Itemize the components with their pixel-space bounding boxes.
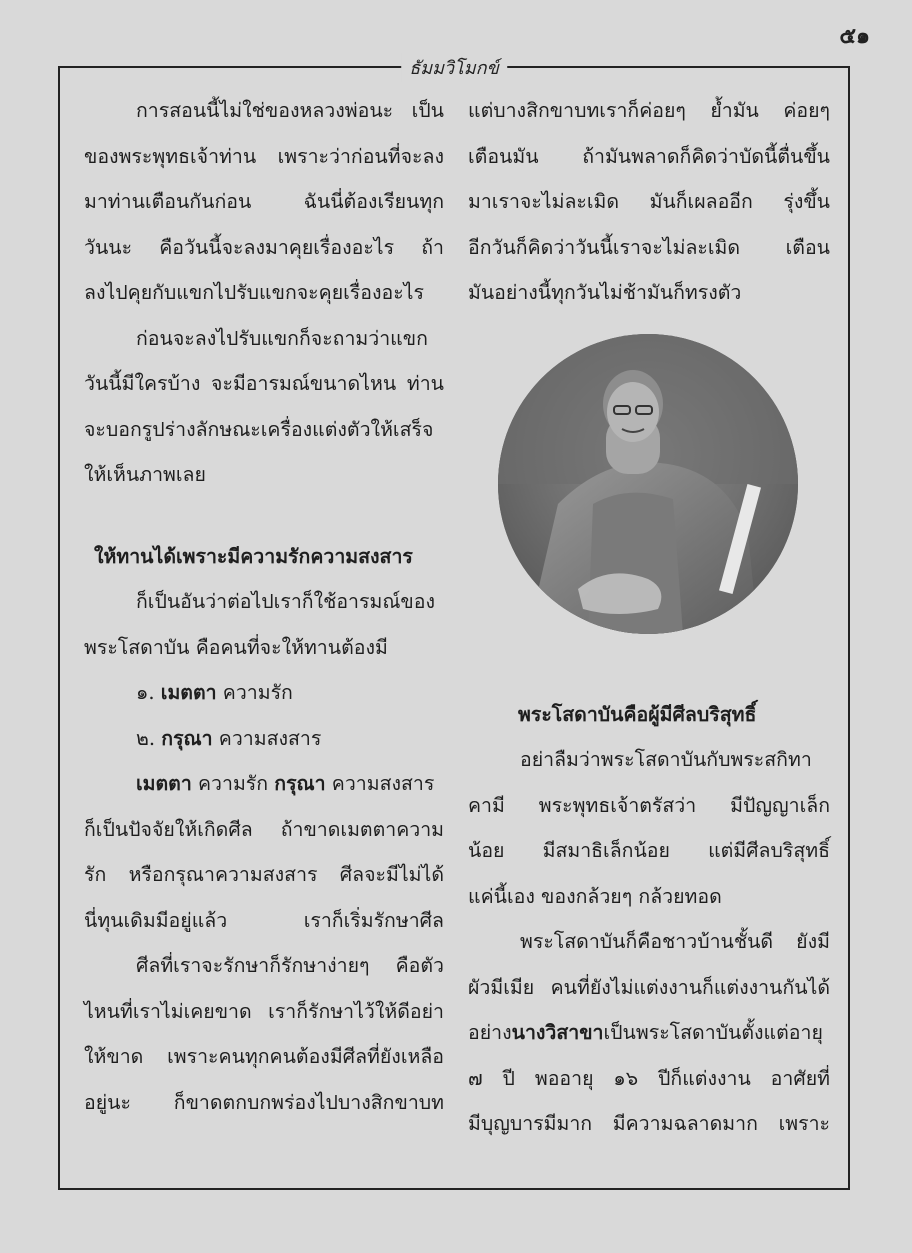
page-number: ๕๑ xyxy=(839,23,870,49)
text-line: ของพระพุทธเจ้าท่าน เพราะว่าก่อนที่จะลง xyxy=(84,144,444,168)
text-line: เตือนมัน ถ้ามันพลาดก็คิดว่าบัดนี้ตื่นขึ้น xyxy=(468,144,830,168)
text-line: พระโสดาบัน คือคนที่จะให้ทานต้องมี xyxy=(84,635,388,659)
text-line: นี่ทุนเดิมมีอยู่แล้ว เราก็เริ่มรักษาศีล xyxy=(84,908,444,932)
item-number: ๑. xyxy=(136,681,155,704)
text-line: อย่าลืมว่าพระโสดาบันกับพระสกิทา xyxy=(520,748,812,771)
text-line: พระโสดาบันก็คือชาวบ้านชั้นดี ยังมี xyxy=(520,930,830,953)
paragraph xyxy=(84,316,444,498)
text-line: ศีลที่เราจะรักษาก็รักษาง่ายๆ คือตัว xyxy=(136,954,444,977)
item-term: เมตตา xyxy=(160,681,217,704)
text-line: ก็เป็นอันว่าต่อไปเราก็ใช้อารมณ์ของ xyxy=(136,590,435,613)
text-line: มาท่านเตือนกันก่อน ฉันนี่ต้องเรียนทุก xyxy=(84,190,444,213)
text-line: ให้เห็นภาพเลย xyxy=(84,463,206,486)
section-heading: พระโสดาบันคือผู้มีศีลบริสุทธิ์ xyxy=(518,702,757,726)
text-line: รัก หรือกรุณาความสงสาร ศีลจะมีไม่ได้ xyxy=(84,863,444,886)
item-term: กรุณา xyxy=(161,726,213,750)
text-line: ก็เป็นปัจจัยให้เกิดศีล ถ้าขาดเมตตาความ xyxy=(84,817,444,841)
text-line: มาเราจะไม่ละเมิด มันก็เผลออีก รุ่งขึ้น xyxy=(468,190,830,213)
text-line: มีบุญบารมีมาก มีความฉลาดมาก เพราะ xyxy=(468,1112,830,1135)
text-line: มันอย่างนี้ทุกวันไม่ช้ามันก็ทรงตัว xyxy=(468,281,742,304)
text-line: แต่บางสิกขาบทเราก็ค่อยๆ ย้ำมัน ค่อยๆ xyxy=(468,99,830,122)
text-line: ก่อนจะลงไปรับแขกก็จะถามว่าแขก xyxy=(136,326,428,350)
paragraph xyxy=(468,919,830,1147)
text-line: ผัวมีเมีย คนที่ยังไม่แต่งงานก็แต่งงานกันได้ xyxy=(468,975,830,999)
item-desc: ความรัก xyxy=(222,681,293,704)
right-column xyxy=(468,88,830,1147)
text-line: จะบอกรูปร่างลักษณะเครื่องแต่งตัวให้เสร็จ xyxy=(84,417,434,441)
paragraph xyxy=(84,88,444,316)
monk-portrait xyxy=(498,334,798,634)
item-number: ๒. xyxy=(136,726,156,750)
text-line: ไหนที่เราไม่เคยขาด เราก็รักษาไว้ให้ดีอย่า xyxy=(84,999,444,1023)
running-header: ธัมมวิโมกข์ xyxy=(401,53,507,82)
text-line: น้อย มีสมาธิเล็กน้อย แต่มีศีลบริสุทธิ์ xyxy=(468,839,830,862)
left-column xyxy=(84,88,444,1125)
list-item xyxy=(84,716,444,762)
text-line: ให้ขาด เพราะคนทุกคนต้องมีศีลที่ยังเหลือ xyxy=(84,1045,444,1068)
paragraph xyxy=(468,737,830,919)
text-line: การสอนนี้ไม่ใช่ของหลวงพ่อนะ เป็น xyxy=(136,99,444,122)
text-line: ลงไปคุยกับแขกไปรับแขกจะคุยเรื่องอะไร xyxy=(84,281,424,304)
text-line: เมตตา ความรัก กรุณา ความสงสาร xyxy=(136,772,435,795)
section-heading: ให้ทานได้เพราะมีความรักความสงสาร xyxy=(94,544,413,568)
portrait-photo xyxy=(498,334,798,634)
text-line: วันนี้มีใครบ้าง จะมีอารมณ์ขนาดไหน ท่าน xyxy=(84,372,444,395)
list-item xyxy=(84,670,444,716)
text-line: อยู่นะ ก็ขาดตกบกพร่องไปบางสิกขาบท xyxy=(84,1090,444,1114)
text-line: อีกวันก็คิดว่าวันนี้เราจะไม่ละเมิด เตือน xyxy=(468,235,830,259)
text-line: คามี พระพุทธเจ้าตรัสว่า มีปัญญาเล็ก xyxy=(468,793,830,817)
text-line: ๗ ปี พออายุ ๑๖ ปีก็แต่งงาน อาศัยที่ xyxy=(468,1066,830,1090)
paragraph xyxy=(84,943,444,1125)
text-line: วันนะ คือวันนี้จะลงมาคุยเรื่องอะไร ถ้า xyxy=(84,235,444,259)
paragraph xyxy=(84,761,444,943)
paragraph xyxy=(468,88,830,316)
text-frame xyxy=(58,58,850,1190)
item-desc: ความสงสาร xyxy=(218,726,322,750)
paragraph xyxy=(84,579,444,670)
text-line: อย่างนางวิสาขาเป็นพระโสดาบันตั้งแต่อายุ xyxy=(468,1021,823,1044)
text-line: แค่นี้เอง ของกล้วยๆ กล้วยทอด xyxy=(468,884,722,908)
